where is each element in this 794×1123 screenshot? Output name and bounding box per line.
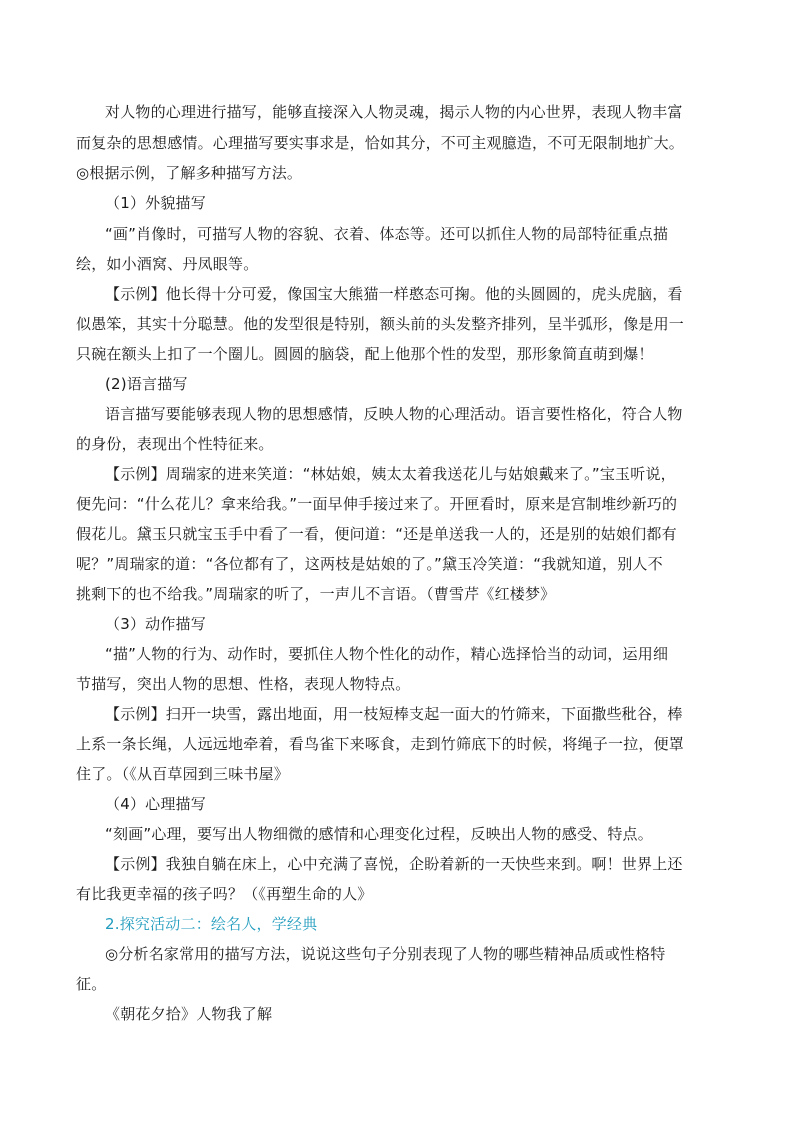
example-line: 似愚笨，其实十分聪慧。他的发型很是特别，额头前的头发整齐排列，呈半弧形，像是用一 [76,315,685,333]
instruction-line: 征。 [76,975,107,993]
instruction-line: ◎分析名家常用的描写方法，说说这些句子分别表现了人物的哪些精神品质或性格特 [105,945,666,963]
section-heading: （3）动作描写 [105,615,206,633]
example-line: 假花儿。黛玉只就宝玉手中看了一看，便问道：“还是单送我一人的，还是别的姑娘们都有 [76,525,677,543]
example-line: 住了。（《从百草园到三味书屋》 [76,765,290,783]
example-line: 【示例】我独自躺在床上，心中充满了喜悦，企盼着新的一天快些来到。啊！世界上还 [105,855,683,873]
example-line: 上系一条长绳，人远远地牵着，看鸟雀下来啄食，走到竹筛底下的时候，将绳子一拉，便罩 [76,735,685,753]
paragraph-line: 绘，如小酒窝、丹凤眼等。 [76,255,259,273]
section-heading: (2)语言描写 [105,375,188,393]
example-line: 挑剩下的也不给我。”周瑞家的听了，一声儿不言语。（曹雪芹《红楼梦》 [76,585,556,603]
example-line: 便先问：“什么花儿？拿来给我。”一面早伸手接过来了。开匣看时，原来是宫制堆纱新巧的 [76,495,678,513]
paragraph-line: “描”人物的行为、动作时，要抓住人物个性化的动作，精心选择恰当的动词，运用细 [105,645,669,663]
paragraph-line: “画”肖像时，可描写人物的容貌、衣着、体态等。还可以抓住人物的局部特征重点描 [105,225,669,243]
section-heading: （1）外貌描写 [105,194,206,212]
example-line: 【示例】周瑞家的进来笑道：“林姑娘，姨太太着我送花儿与姑娘戴来了。”宝玉听说， [105,465,676,483]
paragraph-line: “刻画”心理，要写出人物细微的感情和心理变化过程，反映出人物的感受、特点。 [105,825,653,843]
paragraph-line: 的身份，表现出个性特征来。 [76,435,274,453]
paragraph-line: 节描写，突出人物的思想、性格，表现人物特点。 [76,675,411,693]
example-line: 【示例】他长得十分可爱，像国宝大熊猫一样憨态可掬。他的头圆圆的，虎头虎脑，看 [105,285,683,303]
example-line: 只碗在额头上扣了一个圈儿。圆圆的脑袋，配上他那个性的发型，那形象简直萌到爆！ [76,345,654,363]
paragraph-line: 对人物的心理进行描写，能够直接深入人物灵魂，揭示人物的内心世界，表现人物丰富 [105,103,683,121]
subsection-title: 《朝花夕拾》人物我了解 [105,1005,273,1023]
instruction-line: ◎根据示例，了解多种描写方法。 [76,164,303,182]
example-line: 【示例】扫开一块雪，露出地面，用一枝短棒支起一面大的竹筛来，下面撒些秕谷，棒 [105,705,683,723]
paragraph-line: 而复杂的思想感情。心理描写要实事求是，恰如其分，不可主观臆造，不可无限制地扩大。 [76,134,685,152]
example-line: 有比我更幸福的孩子吗？（《再塑生命的人》 [76,885,373,903]
example-line: 呢？”周瑞家的道：“各位都有了，这两枝是姑娘的了。”黛玉冷笑道：“我就知道，别人不 [76,555,663,573]
section-heading: （4）心理描写 [105,795,206,813]
paragraph-line: 语言描写要能够表现人物的思想感情，反映人物的心理活动。语言要性格化，符合人物 [105,405,683,423]
activity-heading: 2.探究活动二：绘名人，学经典 [105,915,318,933]
